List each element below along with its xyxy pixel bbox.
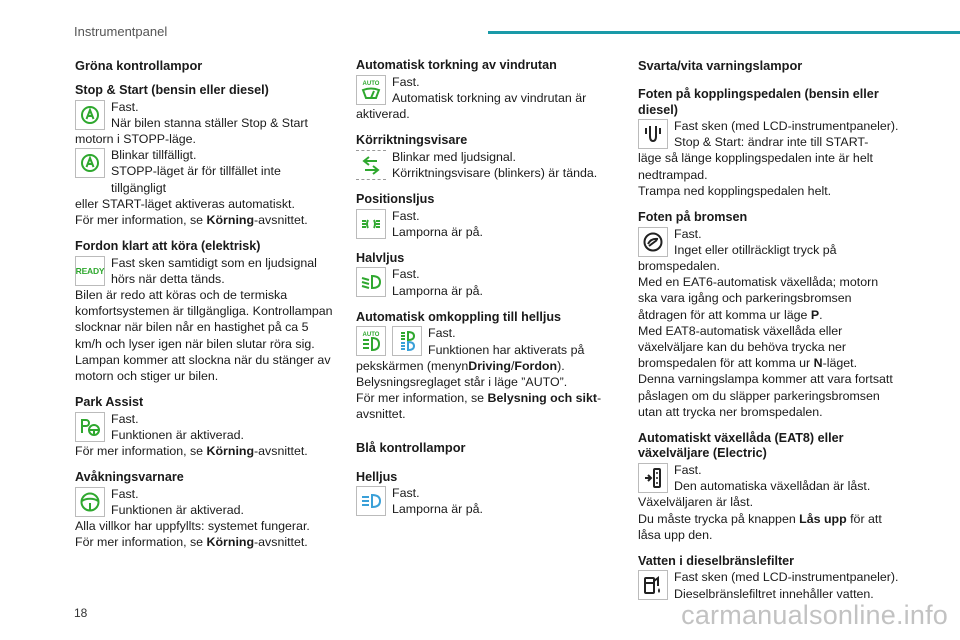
entry-text: Denna varningslampa kommer att vara fortsatt påslagen om du släpper parkeringsbromsen utan att trycka ner bromspedalen. [638,372,893,419]
ready-icon [75,256,105,286]
entry-text: Med EAT8-automatisk växellåda eller växelväljare kan du behöva trycka ner bromspedalen för att komma ur N-läget. [638,323,858,371]
entry-reference: För mer information, se Körning-avsnittet. [75,444,308,459]
section-heading-black-white: Svarta/vita varningslampor [638,58,803,73]
entry-stop-start [75,83,337,228]
entry-title: Helljus [356,469,398,484]
foot-clutch-icon [638,119,668,149]
entry-text: motorn i STOPP-läge. [75,131,196,146]
entry-text: Lamporna är på. [392,502,483,517]
entry-reference: För mer information, se Belysning och sikt-avsnittet. [356,391,602,422]
turn-signal-icon [356,150,386,180]
entry-gearbox-lock [638,431,900,543]
entry-text: Blinkar med ljudsignal. [392,149,516,164]
entry-title: Automatiskt växellåda (EAT8) eller växelväljare (Electric) [638,430,844,461]
entry-lane-departure [75,470,337,550]
entry-text: pekskärmen (menynDriving/Fordon). [356,358,565,373]
section-heading-green: Gröna kontrollampor [75,58,203,73]
entry-text: Fast sken (med LCD-instrumentpaneler). [674,570,899,585]
entry-title: Automatisk torkning av vindrutan [356,58,557,72]
entry-text: läge så länge kopplingspedalen inte är helt nedtrampad. [638,151,873,182]
entry-title: Körriktningsvisare [356,133,468,148]
entry-text: Funktionen har aktiverats på [428,342,585,357]
entry-text: STOPP-läget är för tillfället inte tillgängligt [111,164,281,195]
entry-text: Inget eller otillräckligt tryck på [674,242,837,257]
entry-text: Alla villkor har uppfyllts: systemet fungerar. [75,519,310,534]
entry-auto-wipers [356,58,618,122]
auto-high-beam-icon-text: AUTO [362,332,380,339]
dipped-beam-icon [356,267,386,297]
entry-title: Park Assist [75,395,144,410]
entry-high-beam [356,470,618,518]
water-in-fuel-icon [638,570,668,600]
stop-start-icon [75,148,105,178]
high-beam-icon [356,486,386,516]
entry-text: Fast sken (med LCD-instrumentpaneler). [674,119,899,133]
entry-text: eller START-läget aktiveras automatiskt. [75,196,295,211]
entry-title: Fordon klart att köra (elektrisk) [75,239,261,254]
entry-text: Fast. [392,486,420,501]
ready-icon-text: READY [75,265,105,276]
entry-title: Stop & Start (bensin eller diesel) [75,83,269,97]
entry-brake [638,210,900,420]
section-heading-blue: Blå kontrollampor [356,439,466,455]
foot-brake-icon [638,227,668,257]
entry-text: När bilen stanna ställer Stop & Start [111,115,308,130]
entry-text: hörs när detta tänds. [111,271,225,286]
entry-text: Dieselbränslefiltret innehåller vatten. [674,586,874,601]
auto-wiper-icon-text: AUTO [362,80,380,87]
header-accent-bar [488,31,960,34]
column-3 [638,58,900,613]
entry-title: Vatten i dieselbränslefilter [638,553,795,568]
entry-title: Avåkningsvarnare [75,470,184,485]
entry-text: Den automatiska växellådan är låst. [674,479,871,494]
entry-text: aktiverad. [356,106,410,121]
entry-text: Fast. [111,411,139,426]
entry-auto-high-beam [356,310,618,423]
entry-title: Automatisk omkoppling till helljus [356,309,562,324]
header-title: Instrumentpanel [74,24,168,39]
entry-indicators [356,133,618,181]
entry-text: Belysningsreglaget står i läge ”AUTO”. [356,374,568,389]
entry-text: Fast. [111,486,139,501]
column-1 [75,58,337,562]
entry-text: Stop & Start: ändrar inte till START- [674,135,869,150]
entry-text: Bilen är redo att köras och de termiska komfortsystemen är tillgängliga. Kontrollampan slocknar när bilen når en hastighet på ca 5 km/h och lyser igen när bilen slutar röra sig. Lampan kommer att slockna när du stänger av motorn och stiger ur bilen. [75,288,333,384]
entry-text: Körriktningsvisare (blinkers) är tända. [392,165,598,180]
entry-text: Lamporna är på. [392,283,483,298]
page-number: 18 [74,606,88,620]
entry-clutch [638,87,900,199]
entry-text: Lamporna är på. [392,224,483,239]
entry-title: Positionsljus [356,192,435,207]
entry-text: Växelväljaren är låst. [638,495,754,510]
entry-title: Foten på kopplingspedalen (bensin eller diesel) [638,87,879,117]
column-2 [356,58,618,528]
entry-text: Fast. [392,74,420,89]
entry-ready [75,239,337,384]
entry-reference: För mer information, se Körning-avsnittet. [75,535,308,550]
entry-text: Trampa ned kopplingspedalen helt. [638,183,832,198]
position-lights-icon [356,209,386,239]
entry-water-in-fuel [638,554,900,602]
high-beam-status-icon [392,326,422,356]
entry-title: Foten på bromsen [638,210,748,225]
auto-high-beam-icon [356,326,386,356]
entry-text: Med en EAT6-automatisk växellåda; motorn ska vara igång och parkeringsbromsen åtdragen för att komma ur läge P. [638,275,879,322]
entry-title: Halvljus [356,250,405,265]
entry-text: Funktionen är aktiverad. [111,503,244,518]
entry-text: Fast sken samtidigt som en ljudsignal [111,255,317,270]
entry-text: Fast. [674,462,702,477]
entry-text: Blinkar tillfälligt. [111,148,197,163]
entry-text: Fast. [428,326,456,341]
stop-start-icon [75,100,105,130]
watermark: carmanualsonline.info [681,600,948,630]
entry-park-assist [75,395,337,459]
entry-text: Funktionen är aktiverad. [111,427,244,442]
entry-position-lights [356,192,618,240]
park-assist-icon [75,412,105,442]
entry-dipped-beam [356,251,618,299]
entry-text: Fast. [674,226,702,241]
entry-text: bromspedalen. [638,258,720,273]
auto-wiper-icon [356,75,386,105]
entry-text: Fast. [392,208,420,223]
gear-lock-icon [638,463,668,493]
entry-text: Du måste trycka på knappen Lås upp för att låsa upp den. [638,511,882,542]
entry-text: Automatisk torkning av vindrutan är [392,90,587,105]
entry-text: Fast. [111,99,139,114]
lane-departure-icon [75,487,105,517]
entry-reference: För mer information, se Körning-avsnittet. [75,212,308,227]
entry-text: Fast. [392,267,420,282]
